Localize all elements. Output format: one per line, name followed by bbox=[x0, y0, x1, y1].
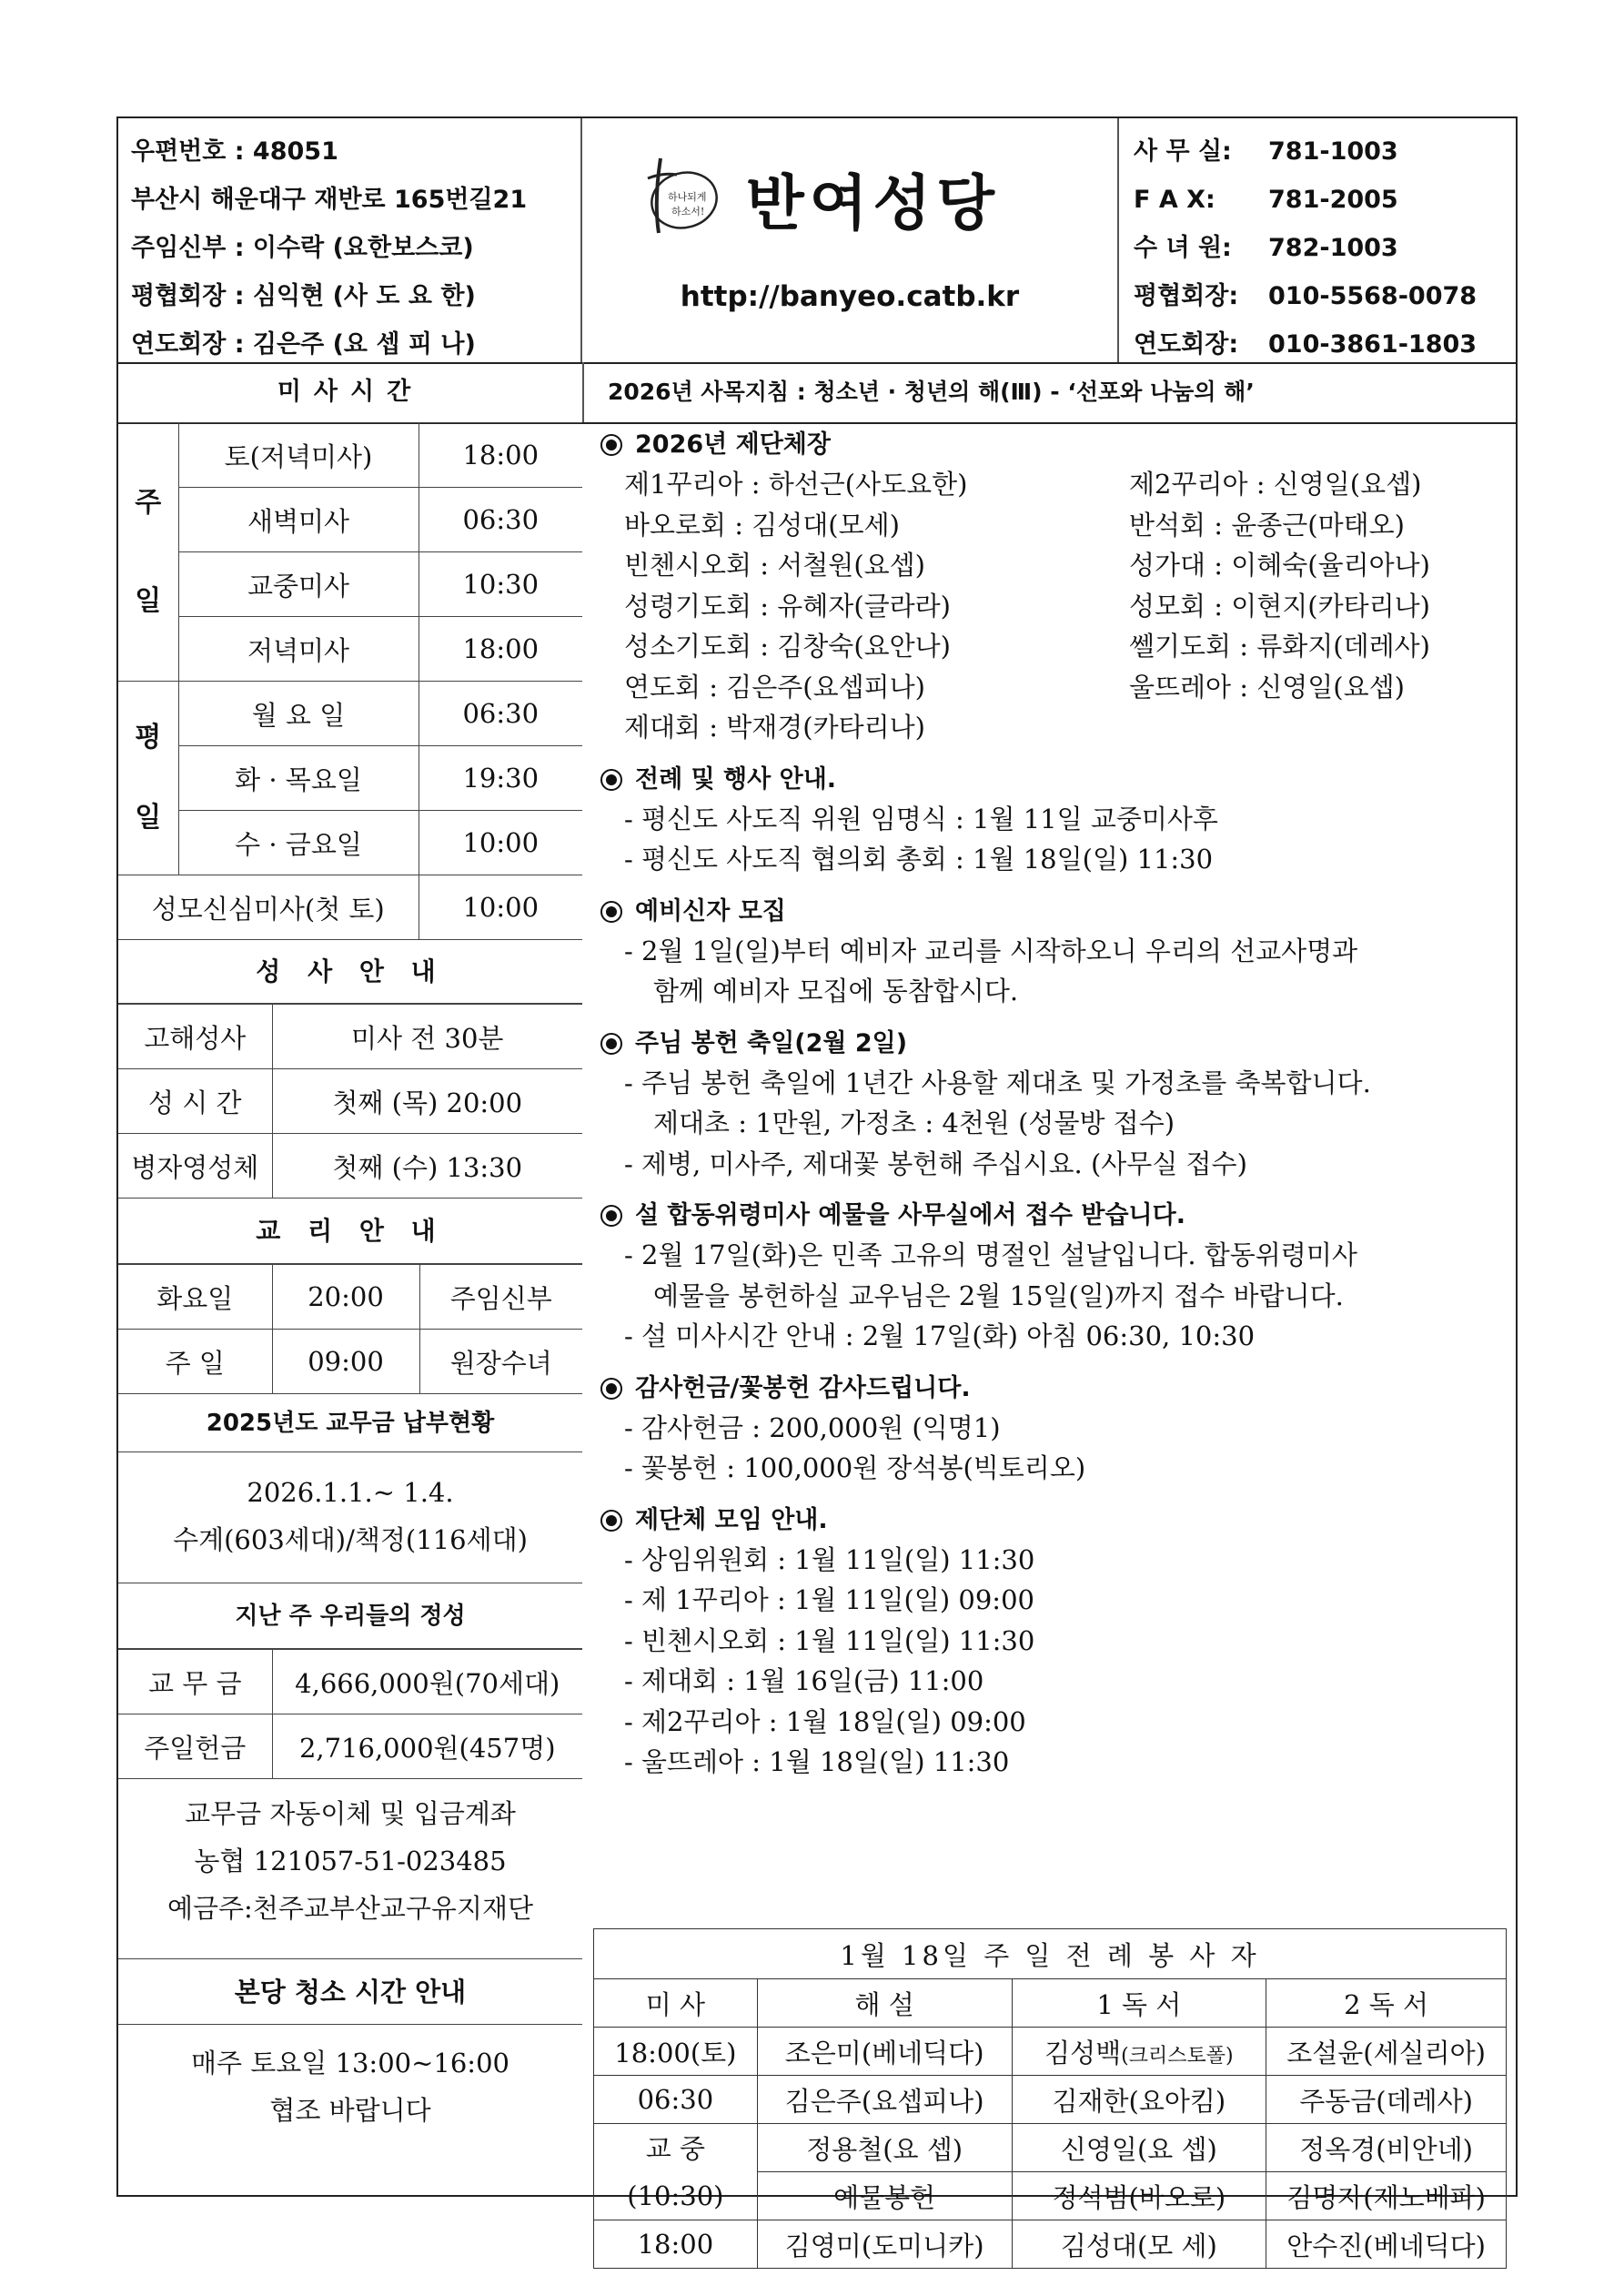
cleaning-box: 매주 토요일 13:00~16:00 협조 바랍니다 bbox=[191, 2048, 509, 2126]
header bbox=[118, 118, 1516, 364]
postal-code: 우편번호 : 48051 bbox=[131, 137, 338, 166]
table-row: 주일헌금 2,716,000원(457명) bbox=[118, 1714, 582, 1779]
table-row: 06:30 김은주(요셉피나) 김재한(요아킴) 주동금(데레사) bbox=[594, 2076, 1507, 2124]
list-item: - 꽃봉헌 : 100,000원 장석봉(빅토리오) bbox=[624, 1452, 1086, 1483]
table-title-row: 1월 18일 주 일 전 례 봉 사 자 bbox=[594, 1929, 1507, 1979]
contact-requiem: 연도회장: 010-3861-1803 bbox=[1134, 330, 1478, 359]
contact-convent: 수 녀 원: 782-1003 bbox=[1134, 234, 1398, 262]
address: 부산시 해운대구 재반로 165번길21 bbox=[131, 186, 528, 214]
bullet-icon bbox=[600, 434, 622, 456]
table-row: 성 시 간 첫째 (목) 20:00 bbox=[118, 1069, 582, 1134]
bulletin-page bbox=[116, 116, 1518, 2261]
table-row: 새벽미사 06:30 bbox=[118, 488, 582, 552]
theme-row bbox=[118, 362, 1516, 424]
svg-text:하소서!: 하소서! bbox=[671, 206, 705, 217]
catechism-title: 교 리 안 내 bbox=[118, 1199, 582, 1264]
section-thanks: 감사헌금/꽃봉헌 감사드립니다. - 감사헌금 : 200,000원 (익명1) - 꽃봉헌 : 100,000원 장석봉(빅토리오) bbox=[600, 1370, 1516, 1489]
table-header-row: 미 사 해 설 1 독 서 2 독 서 bbox=[594, 1979, 1507, 2028]
offerings-title: 지난 주 우리들의 정성 bbox=[118, 1583, 582, 1649]
bank-account-box: 교무금 자동이체 및 입금계좌 농협 121057-51-023485 예금주:천주교부산교구유지재단 bbox=[118, 1779, 582, 1959]
dues-period: 2026.1.1.~ 1.4. bbox=[247, 1477, 454, 1508]
table-row: 예물봉헌 정석범(바오로) 김명자(제노베파) bbox=[594, 2172, 1507, 2220]
table-row: 교 무 금 4,666,000원(70세대) bbox=[118, 1650, 582, 1714]
bullet-icon bbox=[600, 1378, 622, 1400]
table-row: 성모신심미사(첫 토) 10:00 bbox=[118, 875, 582, 940]
list-item: 반석회 : 윤종근(마태오) bbox=[1129, 509, 1405, 541]
bullet-icon bbox=[600, 1033, 622, 1055]
section-group-heads: 2026년 제단체장 제1꾸리아 : 하선근(사도요한) 바오로회 : 김성대(모세) 빈첸시오회 : 서철원(요셉) 성령기도회 : 유혜자(글라라) 성소기도회 : 김창숙(요안나) 연도회 : 김은주(요셉피나) 제대회 : 박재경(카타리나) 제2꾸리아 : 신영일(요셉) 반석회 : 윤종근(마태오) 성가대 : 이혜숙(율리아나) 성모회 : 이현지(카타리나) 쎌기도회 : 류화지(데레사) 울뜨레아 : 신영일(요셉) bbox=[600, 422, 1516, 748]
dues-status-title: 2025년도 교무금 납부현황 bbox=[118, 1394, 582, 1452]
section-memorial-mass: 설 합동위령미사 예물을 사무실에서 접수 받습니다. - 2월 17일(화)은 민족 고유의 명절인 설날입니다. 합동위령미사 예물을 봉헌하실 교우님은 2월 15일(일)까지 접수 바랍니다. - 설 미사시간 안내 : 2월 17일(화) 아침 06:30, 10:30 bbox=[600, 1197, 1516, 1357]
list-item: 울뜨레아 : 신영일(요셉) bbox=[1129, 671, 1405, 703]
dues-status-box bbox=[118, 1452, 582, 1583]
right-column bbox=[584, 422, 1516, 2261]
church-title-block bbox=[582, 118, 1119, 362]
table-row: 교중미사 10:30 bbox=[118, 552, 582, 617]
pastor: 주임신부 : 이수락 (요한보스코) bbox=[131, 234, 474, 262]
table-row: 수 · 금요일 10:00 bbox=[118, 811, 582, 875]
section-meetings: 제단체 모임 안내. - 상임위원회 : 1월 11일(일) 11:30 - 제 1꾸리아 : 1월 11일(일) 09:00 - 빈첸시오회 : 1월 11일(일) 11:30 - 제대회 : 1월 16일(금) 11:00 - 제2꾸리아 : 1월 18일(일) 09:00 - 울뜨레아 : 1월 18일(일) 11:30 bbox=[600, 1502, 1516, 1783]
pastoral-theme: 2026년 사목지침 : 청소년 · 청년의 해(Ⅲ) - ‘선포와 나눔의 해’ bbox=[608, 379, 1255, 405]
list-item: - 울뜨레아 : 1월 18일(일) 11:30 bbox=[624, 1746, 1010, 1777]
council-president: 평협회장 : 심익현 (사 도 요 한) bbox=[131, 282, 476, 310]
list-item: - 감사헌금 : 200,000원 (익명1) bbox=[624, 1411, 1001, 1443]
church-name: 반여성당 bbox=[746, 168, 1001, 238]
requiem-president: 연도회장 : 김은주 (요 셉 피 나) bbox=[131, 330, 476, 359]
section-liturgy: 전례 및 행사 안내. - 평신도 사도직 위원 임명식 : 1월 11일 교중미사후 - 평신도 사도직 협의회 총회 : 1월 18일(일) 11:30 bbox=[600, 761, 1516, 880]
table-row: 화요일 20:00 주임신부 bbox=[118, 1265, 582, 1330]
list-item: - 빈첸시오회 : 1월 11일(일) 11:30 bbox=[624, 1624, 1035, 1656]
contact-council: 평협회장: 010-5568-0078 bbox=[1134, 282, 1478, 310]
cross-logo-icon bbox=[644, 155, 721, 237]
bank-account-number: 농협 121057-51-023485 bbox=[194, 1846, 507, 1876]
contact-office: 사 무 실: 781-1003 bbox=[1134, 137, 1398, 166]
list-item: 연도회 : 김은주(요셉피나) bbox=[624, 671, 925, 703]
sunday-label: 주 일 bbox=[118, 423, 178, 682]
parish-info bbox=[118, 118, 582, 362]
list-item: 제2꾸리아 : 신영일(요셉) bbox=[1129, 469, 1422, 500]
list-item: 제대회 : 박재경(카타리나) bbox=[624, 712, 925, 743]
catechism-table bbox=[118, 1264, 582, 1394]
website-url[interactable]: http://banyeo.catb.kr bbox=[680, 280, 1020, 313]
contact-fax: F A X: 781-2005 bbox=[1134, 186, 1398, 214]
table-row: 화 · 목요일 19:30 bbox=[118, 746, 582, 811]
table-row: 주 일 09:00 원장수녀 bbox=[118, 1330, 582, 1394]
list-item: 빈첸시오회 : 서철원(요셉) bbox=[624, 550, 925, 581]
bullet-icon bbox=[600, 1205, 622, 1227]
dues-summary: 수계(603세대)/책정(116세대) bbox=[173, 1524, 528, 1555]
list-item: - 제대회 : 1월 16일(금) 11:00 bbox=[624, 1665, 984, 1696]
sacraments-title: 성 사 안 내 bbox=[118, 940, 582, 1004]
list-item: 성령기도회 : 유혜자(글라라) bbox=[624, 590, 951, 622]
mass-times-table bbox=[118, 422, 582, 940]
list-item: 바오로회 : 김성대(모세) bbox=[624, 509, 900, 541]
svg-text:하나되게: 하나되게 bbox=[668, 191, 707, 203]
mass-time-title: 미사시간 bbox=[118, 362, 584, 422]
list-item: 성모회 : 이현지(카타리나) bbox=[1129, 590, 1430, 622]
bullet-icon bbox=[600, 769, 622, 791]
table-row: 교 중 (10:30) 정용철(요 셉) 신영일(요 셉) 정옥경(비안네) bbox=[594, 2124, 1507, 2172]
table-row: 18:00 김영미(도미니카) 김성대(모 세) 안수진(베네딕다) bbox=[594, 2220, 1507, 2269]
table-row: 주 일 토(저녁미사) 18:00 bbox=[118, 423, 582, 488]
list-item: 쎌기도회 : 류화지(데레사) bbox=[1129, 631, 1430, 662]
list-item: 성가대 : 이혜숙(율리아나) bbox=[1129, 550, 1430, 581]
list-item: - 평신도 사도직 협의회 총회 : 1월 18일(일) 11:30 bbox=[624, 844, 1214, 875]
list-item: - 상임위원회 : 1월 11일(일) 11:30 bbox=[624, 1543, 1035, 1575]
sacraments-table bbox=[118, 1004, 582, 1199]
table-row: 평 일 월 요 일 06:30 bbox=[118, 682, 582, 746]
bullet-icon bbox=[600, 1510, 622, 1532]
bullet-icon bbox=[600, 901, 622, 923]
left-column bbox=[118, 422, 582, 2152]
section-catechumen: 예비신자 모집 - 2월 1일(일)부터 예비자 교리를 시작하오니 우리의 선교사명과 함께 예비자 모집에 동참합시다. bbox=[600, 893, 1516, 1012]
list-item: 성소기도회 : 김창숙(요안나) bbox=[624, 631, 951, 662]
table-row: 병자영성체 첫째 (수) 13:30 bbox=[118, 1134, 582, 1199]
weekday-label: 평 일 bbox=[118, 682, 178, 875]
table-row: 고해성사 미사 전 30분 bbox=[118, 1005, 582, 1069]
table-row: 저녁미사 18:00 bbox=[118, 617, 582, 682]
section-presentation: 주님 봉헌 축일(2월 2일) - 주님 봉헌 축일에 1년간 사용할 제대초 및 가정초를 축복합니다. 제대초 : 1만원, 가정초 : 4천원 (성물방 접수) - 제병, 미사주, 제대꽃 봉헌해 주십시요. (사무실 접수) bbox=[600, 1025, 1516, 1185]
list-item: - 제 1꾸리아 : 1월 11일(일) 09:00 bbox=[624, 1584, 1034, 1615]
contacts bbox=[1119, 118, 1516, 362]
list-item: - 제2꾸리아 : 1월 18일(일) 09:00 bbox=[624, 1705, 1026, 1737]
table-row: 18:00(토) 조은미(베네딕다) 김성백(크리스토폴) 조설윤(세실리아) bbox=[594, 2028, 1507, 2076]
liturgy-servers-table bbox=[593, 1928, 1507, 2269]
cleaning-title: 본당 청소 시간 안내 bbox=[118, 1959, 582, 2025]
offerings-table bbox=[118, 1649, 582, 1779]
list-item: 제1꾸리아 : 하선근(사도요한) bbox=[624, 469, 968, 500]
list-item: - 평신도 사도직 위원 임명식 : 1월 11일 교중미사후 bbox=[624, 803, 1218, 834]
